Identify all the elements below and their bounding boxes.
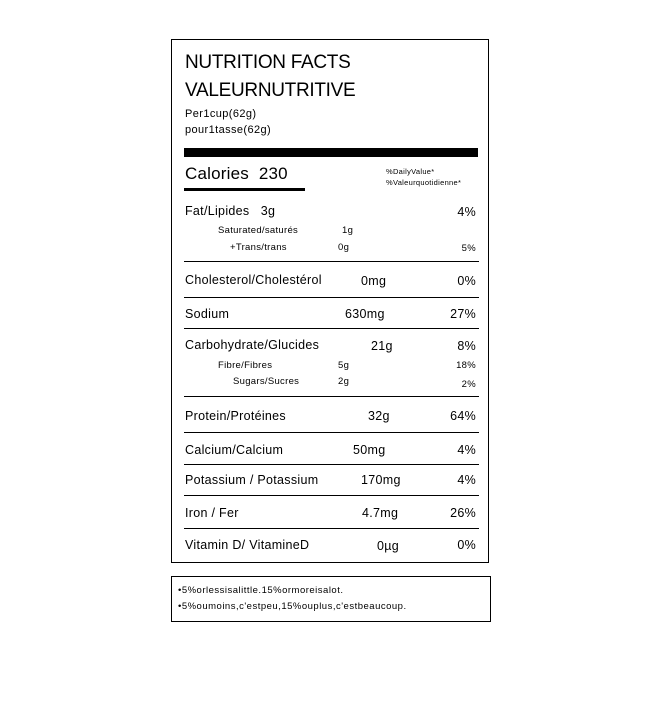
divider	[184, 261, 479, 262]
fat-amount: 3g	[260, 204, 276, 218]
trans-amount: 0g	[338, 242, 350, 253]
calories-underline	[184, 188, 305, 191]
calcium-label: Calcium/Calcium	[185, 443, 284, 457]
cholesterol-amount: 0mg	[361, 274, 387, 288]
daily-value-header-english: %DailyValue*	[386, 167, 435, 176]
divider	[184, 396, 479, 397]
footnote-box	[171, 576, 491, 622]
sugars-daily-value: 2%	[461, 379, 476, 390]
divider	[184, 297, 479, 298]
nutrition-facts-table	[171, 39, 489, 563]
calories-value: 230	[258, 164, 288, 183]
saturated-amount: 1g	[342, 225, 354, 236]
divider	[184, 328, 479, 329]
iron-label: Iron / Fer	[185, 506, 239, 520]
sodium-amount: 630mg	[345, 307, 385, 321]
fibre-label: Fibre/Fibres	[218, 360, 273, 371]
protein-daily-value: 64%	[450, 409, 476, 423]
trans-daily-value: 5%	[461, 243, 476, 254]
thick-divider	[184, 148, 478, 157]
title-english: NUTRITION FACTS	[185, 52, 351, 73]
sugars-amount: 2g	[338, 376, 350, 387]
potassium-label: Potassium / Potassium	[185, 473, 319, 487]
calcium-daily-value: 4%	[457, 443, 476, 457]
saturated-label: Saturated/saturés	[218, 225, 299, 236]
cholesterol-daily-value: 0%	[457, 274, 476, 288]
divider	[184, 464, 479, 465]
cholesterol-label: Cholesterol/Cholestérol	[185, 273, 322, 287]
daily-value-header-french: %Valeurquotidienne*	[386, 178, 462, 187]
calcium-amount: 50mg	[353, 443, 386, 457]
calories-label: Calories	[185, 164, 249, 183]
fibre-daily-value: 18%	[456, 360, 476, 371]
iron-amount: 4.7mg	[362, 506, 399, 520]
vitamin-d-label: Vitamin D/ VitamineD	[185, 538, 310, 552]
carbohydrate-amount: 21g	[371, 339, 393, 353]
serving-size-english: Per1cup(62g)	[185, 108, 257, 120]
divider	[184, 528, 479, 529]
title-french: VALEURNUTRITIVE	[185, 80, 356, 101]
carbohydrate-label: Carbohydrate/Glucides	[185, 338, 320, 352]
fibre-amount: 5g	[338, 360, 350, 371]
vitamin-d-daily-value: 0%	[457, 538, 476, 552]
potassium-amount: 170mg	[361, 473, 401, 487]
protein-amount: 32g	[368, 409, 390, 423]
sodium-label: Sodium	[185, 307, 230, 321]
protein-label: Protein/Protéines	[185, 409, 286, 423]
fat-daily-value: 4%	[457, 205, 476, 219]
potassium-daily-value: 4%	[457, 473, 476, 487]
iron-daily-value: 26%	[450, 506, 476, 520]
divider	[184, 495, 479, 496]
footnote-french: •5%oumoins,c'estpeu,15%ouplus,c'estbeaucoup.	[178, 601, 407, 612]
footnote-english: •5%orlessisalittle.15%ormoreisalot.	[178, 585, 344, 596]
carbohydrate-daily-value: 8%	[457, 339, 476, 353]
sugars-label: Sugars/Sucres	[233, 376, 300, 387]
sodium-daily-value: 27%	[450, 307, 476, 321]
calories-row	[185, 164, 288, 184]
vitamin-d-amount: 0µg	[377, 539, 400, 553]
serving-size-french: pour1tasse(62g)	[185, 124, 272, 136]
divider	[184, 432, 479, 433]
fat-label: Fat/Lipides 3g	[185, 204, 276, 218]
trans-label: +Trans/trans	[230, 242, 287, 253]
